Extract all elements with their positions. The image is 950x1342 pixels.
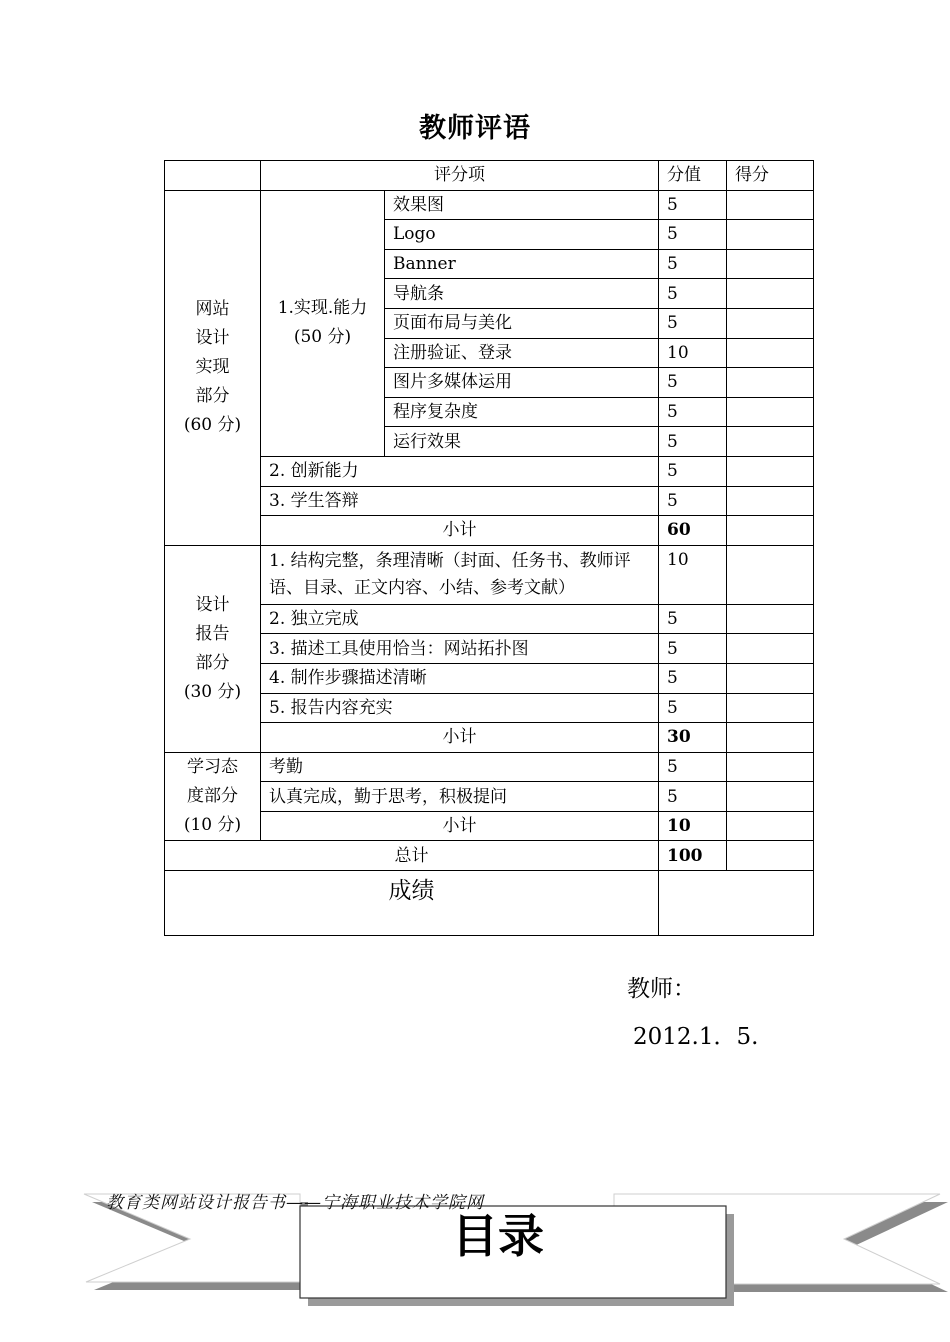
score-cell [727, 663, 814, 693]
score-cell [727, 516, 814, 546]
item-label: 认真完成，勤于思考，积极提问 [261, 782, 659, 812]
section2-label [165, 545, 261, 752]
score-cell [727, 397, 814, 427]
item-label: 4. 制作步骤描述清晰 [261, 663, 659, 693]
score-cell [727, 693, 814, 723]
item-value: 5 [659, 782, 727, 812]
table-row [165, 456, 814, 486]
item-label: 3. 学生答辩 [261, 486, 659, 516]
item-label: 图片多媒体运用 [385, 368, 659, 398]
item-value: 5 [659, 752, 727, 782]
score-cell [727, 456, 814, 486]
subtotal-row [165, 811, 814, 841]
subtotal-value: 30 [659, 723, 727, 753]
section1-label-line: 部分 [195, 386, 230, 407]
subtotal-label: 小计 [261, 723, 659, 753]
item-value: 5 [659, 368, 727, 398]
score-cell [727, 427, 814, 457]
item-label: 效果图 [385, 190, 659, 220]
section1-label [165, 190, 261, 545]
table-row [165, 663, 814, 693]
item-label: Banner [385, 249, 659, 279]
score-cell [727, 841, 814, 871]
header-blank [165, 161, 261, 191]
item-label: 页面布局与美化 [385, 308, 659, 338]
score-cell [727, 190, 814, 220]
toc-title: 目录 [452, 1209, 544, 1263]
item-label: 2. 独立完成 [261, 604, 659, 634]
table-row [165, 604, 814, 634]
teacher-signature-label: 教师： [627, 976, 696, 1002]
table-row [165, 486, 814, 516]
header-score: 得分 [727, 161, 814, 191]
table-row [165, 752, 814, 782]
section3-label-line: 学习态 [187, 757, 238, 778]
signature-date: 2012.1．5. [633, 1024, 759, 1050]
table-row [165, 545, 814, 604]
section3-label-line: (10 分) [183, 815, 242, 836]
item-label: 考勤 [261, 752, 659, 782]
document-header-text: 教育类网站设计报告书——宁海职业技术学院网 [106, 1193, 484, 1213]
item-label: 1. 结构完整，条理清晰（封面、任务书、教师评语、目录、正文内容、小结、参考文献） [261, 545, 659, 604]
item-value: 5 [659, 634, 727, 664]
score-cell [727, 811, 814, 841]
table-row [165, 190, 814, 220]
score-cell [727, 338, 814, 368]
score-cell [727, 249, 814, 279]
item-label: Logo [385, 220, 659, 250]
section2-label-line: (30 分) [183, 681, 242, 702]
item-label: 导航条 [385, 279, 659, 309]
item-value: 5 [659, 308, 727, 338]
section1-label-line: (60 分) [183, 415, 242, 436]
subtotal-label: 小计 [261, 516, 659, 546]
subgroup-label-line: 1.实现.能力 [277, 298, 368, 319]
section3-label [165, 752, 261, 841]
score-cell [727, 782, 814, 812]
total-value: 100 [659, 841, 727, 871]
item-label: 程序复杂度 [385, 397, 659, 427]
subtotal-row [165, 723, 814, 753]
header-value: 分值 [659, 161, 727, 191]
subtotal-label: 小计 [261, 811, 659, 841]
item-value: 5 [659, 486, 727, 516]
item-value: 5 [659, 190, 727, 220]
header-item: 评分项 [261, 161, 659, 191]
table-row [165, 693, 814, 723]
item-value: 5 [659, 456, 727, 486]
grade-label: 成绩 [165, 871, 659, 936]
item-value: 5 [659, 663, 727, 693]
section2-label-line: 部分 [195, 652, 230, 673]
item-label: 3. 描述工具使用恰当：网站拓扑图 [261, 634, 659, 664]
section1-label-line: 网站 [195, 299, 230, 320]
item-value: 5 [659, 279, 727, 309]
score-cell [727, 308, 814, 338]
page-title: 教师评语 [419, 113, 531, 144]
score-cell [727, 368, 814, 398]
item-label: 2. 创新能力 [261, 456, 659, 486]
score-cell [727, 752, 814, 782]
item-value: 5 [659, 220, 727, 250]
subtotal-row [165, 516, 814, 546]
item-value: 5 [659, 249, 727, 279]
grade-cell [659, 871, 814, 936]
score-cell [727, 634, 814, 664]
subtotal-value: 60 [659, 516, 727, 546]
score-cell [727, 220, 814, 250]
section2-label-line: 设计 [195, 594, 230, 615]
subtotal-value: 10 [659, 811, 727, 841]
item-label: 注册验证、登录 [385, 338, 659, 368]
item-value: 5 [659, 427, 727, 457]
subgroup-label-line: (50 分) [293, 327, 352, 348]
scoring-table [164, 160, 814, 936]
table-header-row [165, 161, 814, 191]
item-label: 5. 报告内容充实 [261, 693, 659, 723]
grade-row [165, 871, 814, 936]
table-row [165, 634, 814, 664]
section2-label-line: 报告 [195, 623, 230, 644]
section3-label-line: 度部分 [187, 786, 238, 807]
table-row [165, 782, 814, 812]
item-value: 10 [659, 338, 727, 368]
score-cell [727, 279, 814, 309]
item-label: 运行效果 [385, 427, 659, 457]
section1-label-line: 实现 [195, 357, 230, 378]
score-cell [727, 723, 814, 753]
section1-subgroup-label [261, 190, 385, 456]
section1-label-line: 设计 [195, 328, 230, 349]
total-row [165, 841, 814, 871]
item-value: 5 [659, 397, 727, 427]
score-cell [727, 604, 814, 634]
item-value: 5 [659, 693, 727, 723]
item-value: 10 [659, 545, 727, 604]
total-label: 总计 [165, 841, 659, 871]
score-cell [727, 486, 814, 516]
score-cell [727, 545, 814, 604]
item-value: 5 [659, 604, 727, 634]
